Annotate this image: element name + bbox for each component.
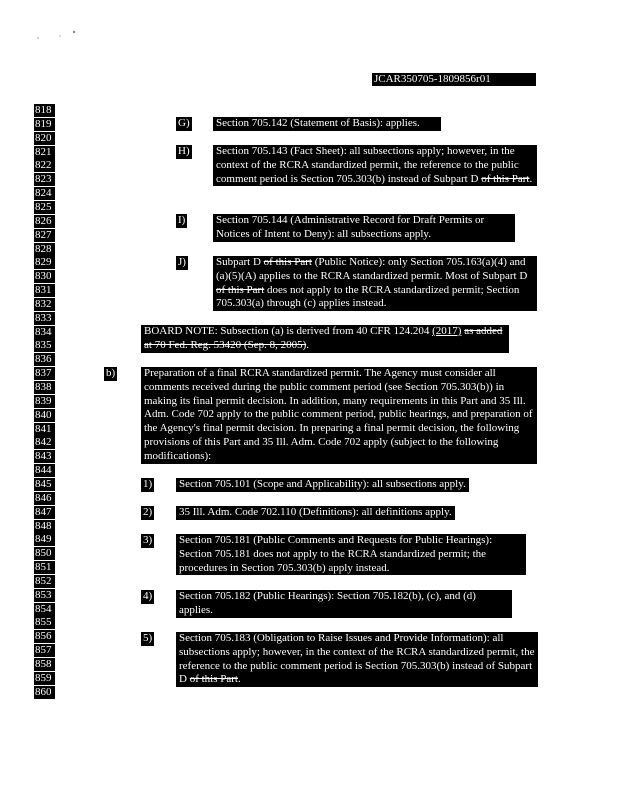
struck-text: as added at 70 Fed. Reg. 53420 (Sep. 8, 2005) [144, 325, 503, 351]
line-number: 827 [34, 229, 55, 242]
struck-text: of this Part [481, 172, 530, 185]
line-number: 838 [34, 381, 55, 394]
item-b3-text: Section 705.181 (Public Comments and Requests for Public Hearings): Section 705.181 does not apply to the RCRA standardized permit; the procedures in Section 705.303(b) apply instead. [176, 534, 526, 575]
line-number: 857 [34, 644, 55, 657]
line-number: 848 [34, 520, 55, 533]
line-number: 828 [34, 243, 55, 256]
line-number: 851 [34, 561, 55, 574]
line-number: 843 [34, 450, 55, 463]
line-number: 847 [34, 506, 55, 519]
line-number: 842 [34, 436, 55, 449]
item-g-text: Section 705.142 (Statement of Basis): applies. [213, 117, 441, 131]
line-number: 823 [34, 173, 55, 186]
underlined-text: (2017) [432, 325, 462, 337]
item-label-b1: 1) [143, 478, 153, 490]
line-number: 845 [34, 478, 55, 491]
line-number: 855 [34, 616, 55, 629]
line-number: 852 [34, 575, 55, 588]
line-number: 825 [34, 201, 55, 214]
line-number: 826 [34, 215, 55, 228]
struck-text: of this Part [263, 256, 312, 268]
item-b5-text: Section 705.183 (Obligation to Raise Issues and Provide Information): all subsections apply; however, in the context of the RCRA standardized permit, the reference to the public comment period is Section 705.303(b) instead of Subpart D of this Part. [176, 632, 538, 687]
line-number: 819 [34, 118, 55, 131]
item-b-text: Preparation of a final RCRA standardized permit. The Agency must consider all comments received during the public comment period (see Section 705.303(b)) in making its final permit decision. In addition, many requirements in this Part and 35 Ill. Adm. Code 702 apply to the public comment period, public hearings, and preparation of the Agency's final permit decision. In preparing a final permit decision, the following provisions of this Part and 35 Ill. Adm. Code 702 apply (subject to the following modifications): [141, 367, 537, 464]
line-number: 856 [34, 630, 55, 643]
line-number: 859 [34, 672, 55, 685]
line-number: 820 [34, 132, 55, 145]
item-h-text: Section 705.143 (Fact Sheet): all subsections apply; however, in the context of the RCRA standardized permit, the reference to the public comment period is Section 705.303(b) instead of Subpart D of this Part. [213, 145, 537, 186]
board-note: BOARD NOTE: Subsection (a) is derived from 40 CFR 124.204 (2017) as added at 70 Fed. Reg. 53420 (Sep. 8, 2005). [141, 325, 509, 353]
item-label-b5: 5) [143, 632, 153, 644]
struck-text: of this Part [189, 673, 238, 686]
line-number: 839 [34, 395, 55, 408]
struck-text: of this Part [216, 283, 265, 296]
line-number: 831 [34, 284, 55, 297]
item-label-b4: 4) [143, 590, 153, 602]
line-number: 818 [34, 104, 55, 117]
line-number: 853 [34, 589, 55, 602]
item-label-i: I) [178, 214, 186, 226]
line-number: 850 [34, 547, 55, 560]
line-number: 846 [34, 492, 55, 505]
scan-specks [0, 0, 100, 50]
line-number: 858 [34, 658, 55, 671]
document-id: JCAR350705-1809856r01 [372, 73, 536, 86]
item-b1-text: Section 705.101 (Scope and Applicability): all subsections apply. [176, 478, 469, 492]
line-number: 854 [34, 603, 55, 616]
line-number: 821 [34, 146, 55, 159]
item-label-g: G) [178, 117, 190, 129]
line-number: 834 [34, 326, 55, 339]
line-number: 833 [34, 312, 55, 325]
line-number: 830 [34, 270, 55, 283]
item-i-text: Section 705.144 (Administrative Record for Draft Permits or Notices of Intent to Deny): all subsections apply. [213, 214, 515, 242]
line-number: 836 [34, 353, 55, 366]
item-label-j: J) [178, 256, 186, 268]
line-number: 835 [34, 339, 55, 352]
item-b4-text: Section 705.182 (Public Hearings): Section 705.182(b), (c), and (d) applies. [176, 590, 512, 618]
line-number: 832 [34, 298, 55, 311]
line-number: 840 [34, 409, 55, 422]
line-number: 837 [34, 367, 55, 380]
line-number: 822 [34, 159, 55, 172]
item-label-b2: 2) [143, 506, 153, 518]
item-label-b: b) [106, 367, 116, 379]
item-label-h: H) [178, 145, 190, 157]
item-j-text: Subpart D of this Part (Public Notice): only Section 705.163(a)(4) and (a)(5)(A) applies to the RCRA standardized permit. Most of Subpart D of this Part does not apply to the RCRA standardized permit; Section 705.303(a) through (c) applies instead. [213, 256, 537, 311]
line-number: 824 [34, 187, 55, 200]
line-number: 844 [34, 464, 55, 477]
line-number: 860 [34, 686, 55, 699]
line-number: 829 [34, 256, 55, 269]
item-b2-text: 35 Ill. Adm. Code 702.110 (Definitions): all definitions apply. [176, 506, 455, 520]
line-number: 849 [34, 533, 55, 546]
line-number: 841 [34, 423, 55, 436]
item-label-b3: 3) [143, 534, 153, 546]
